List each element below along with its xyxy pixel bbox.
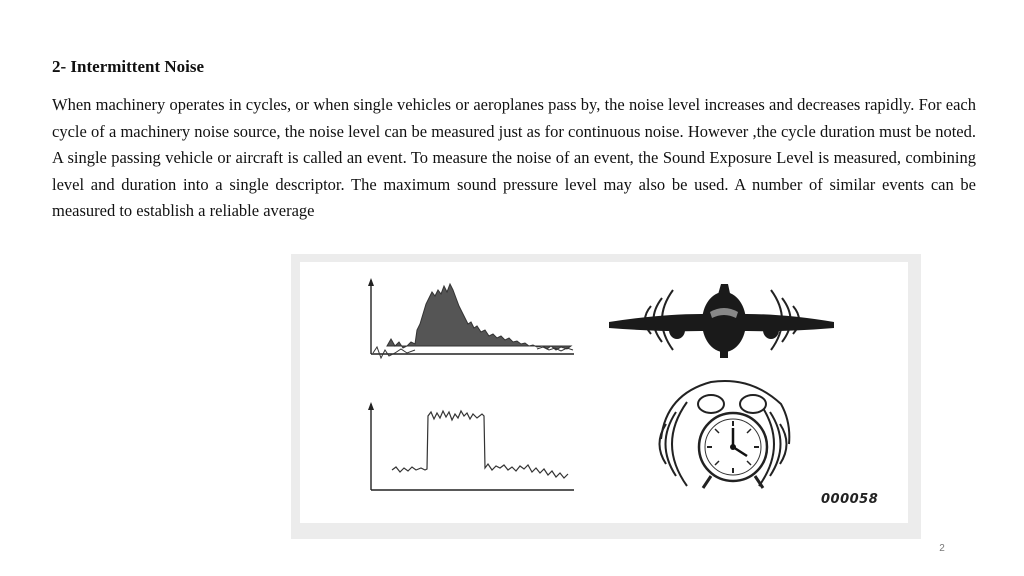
alarm-clock-icon	[660, 381, 790, 488]
section-heading: 2- Intermittent Noise	[52, 57, 205, 76]
machinery-cycle-noise-graph	[368, 402, 574, 490]
aircraft-flyover-noise-graph	[368, 278, 574, 358]
figure-code: 000058	[821, 492, 879, 507]
body-paragraph: When machinery operates in cycles, or when single vehicles or aeroplanes pass by, the noise level increases and decreases rapidly. For each cycle of a machinery noise source, the noise level can be measured just as for continuous noise. However ,the cycle duration must be noted. A single passing vehicle or aircraft is called an event. To measure the noise of an event, the Sound Exposure Level is measured, combining level and duration into a single descriptor. The maximum sound pressure level may also be used. A number of similar events can be measured to establish a reliable average	[52, 95, 976, 220]
page-number: 2	[939, 543, 945, 554]
aeroplane-icon	[609, 284, 834, 358]
intermittent-noise-figure	[291, 254, 921, 539]
figure-illustration	[291, 254, 921, 539]
